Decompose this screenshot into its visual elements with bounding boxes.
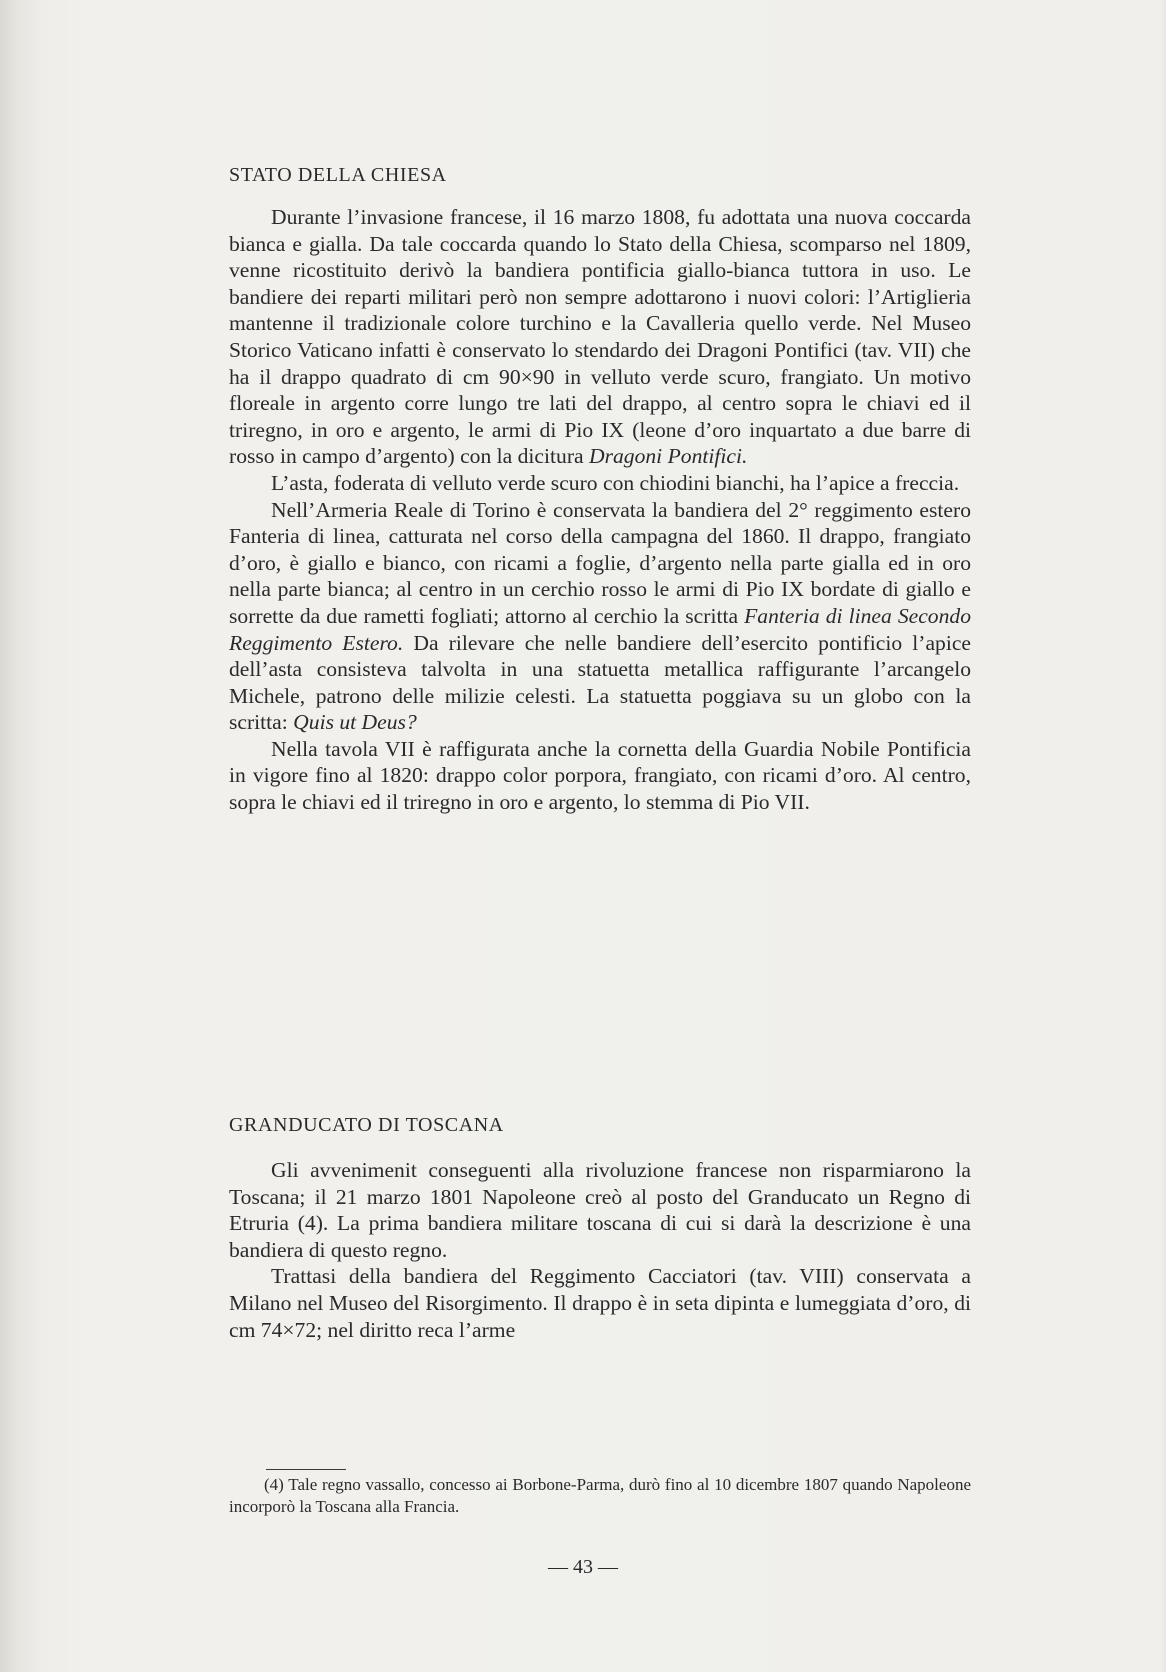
paragraph [229, 470, 971, 497]
paragraph-text: Durante l’invasione francese, il 16 marzo 1808, fu adottata una nuova coccarda bianca e gialla. Da tale coccarda quando lo Stato della Chiesa, scomparso nel 1809, venne ricostituito derivò la bandiera pontificia giallo-bianca tuttora in uso. Le bandiere dei reparti militari però non sempre adottarono i nuovi colori: l’Artiglieria mantenne il tradizionale colore turchino e la Cavalleria quello verde. Nel Museo Storico Vaticano infatti è conservato lo stendardo dei Dragoni Pontifici (tav. VII) che ha il drappo quadrato di cm 90×90 in velluto verde scuro, frangiato. Un motivo floreale in argento corre lungo tre lati del drappo, al centro sopra le chiavi ed il triregno, in oro e argento, le armi di Pio IX (leone d’oro inquartato a due barre di rosso in campo d’argento) con la dicitura [229, 205, 971, 469]
italic-text: Fanteria di linea Secondo Reggimento Estero. [229, 603, 971, 655]
paragraph-text: L’asta, foderata di velluto verde scuro con chiodini bianchi, ha l’apice a freccia. [271, 470, 960, 495]
paragraph-text: Gli avvenimenit conseguenti alla rivoluzione francese non risparmiarono la Toscana; il 21 marzo 1801 Napoleone creò al posto del Granducato un Regno di Etruria (4). La prima bandiera militare toscana di cui si darà la descrizione è una bandiera di questo regno. [229, 1158, 971, 1262]
paragraph [229, 736, 971, 816]
paragraph [229, 1157, 971, 1263]
paragraph-text: Nella tavola VII è raffigurata anche la cornetta della Guardia Nobile Pontificia in vigore fino al 1820: drappo color porpora, frangiato, con ricami d’oro. Al centro, sopra le chiavi ed il triregno in oro e argento, lo stemma di Pio VII. [229, 736, 971, 815]
section-title-granducato-di-toscana: GRANDUCATO DI TOSCANA [229, 1114, 504, 1136]
paragraph [229, 204, 971, 470]
footnote [229, 1474, 971, 1518]
italic-text: Quis ut Deus? [293, 710, 417, 735]
paragraph-text: Da rilevare che nelle bandiere dell’esercito pontificio l’apice dell’asta consisteva talvolta in una statuetta metallica raffigurante l’arcangelo Michele, patrono delle milizie celesti. La statuetta poggiava su un globo con la scritta: [229, 630, 972, 735]
footnote-separator [266, 1469, 346, 1470]
italic-text: Dragoni Pontifici. [589, 444, 748, 469]
paragraph-text: Nell’Armeria Reale di Torino è conservata la bandiera del 2° reggimento estero Fanteria di linea, catturata nel corso della campagna del 1860. Il drappo, frangiato d’oro, è giallo e bianco, con ricami a foglie, d’argento nella parte gialla ed in oro nella parte bianca; al centro in un cerchio rosso le armi di Pio IX bordate di giallo e sorrette da due rametti fogliati; attorno al cerchio la scritta [229, 497, 971, 628]
section-title-stato-della-chiesa: STATO DELLA CHIESA [229, 164, 447, 186]
footnote-text: (4) Tale regno vassallo, concesso ai Borbone-Parma, durò fino al 10 dicembre 1807 quando Napoleone incorporò la Toscana alla Francia. [229, 1475, 971, 1516]
page-number: — 43 — [548, 1556, 618, 1578]
section-body-stato-della-chiesa [229, 204, 971, 816]
paragraph [229, 497, 971, 736]
section-body-granducato-di-toscana [229, 1157, 971, 1343]
paragraph-text: Trattasi della bandiera del Reggimento Cacciatori (tav. VIII) conservata a Milano nel Museo del Risorgimento. Il drappo è in seta dipinta e lumeggiata d’oro, di cm 74×72; nel diritto reca l’arme [229, 1264, 971, 1342]
paragraph [229, 1263, 971, 1343]
